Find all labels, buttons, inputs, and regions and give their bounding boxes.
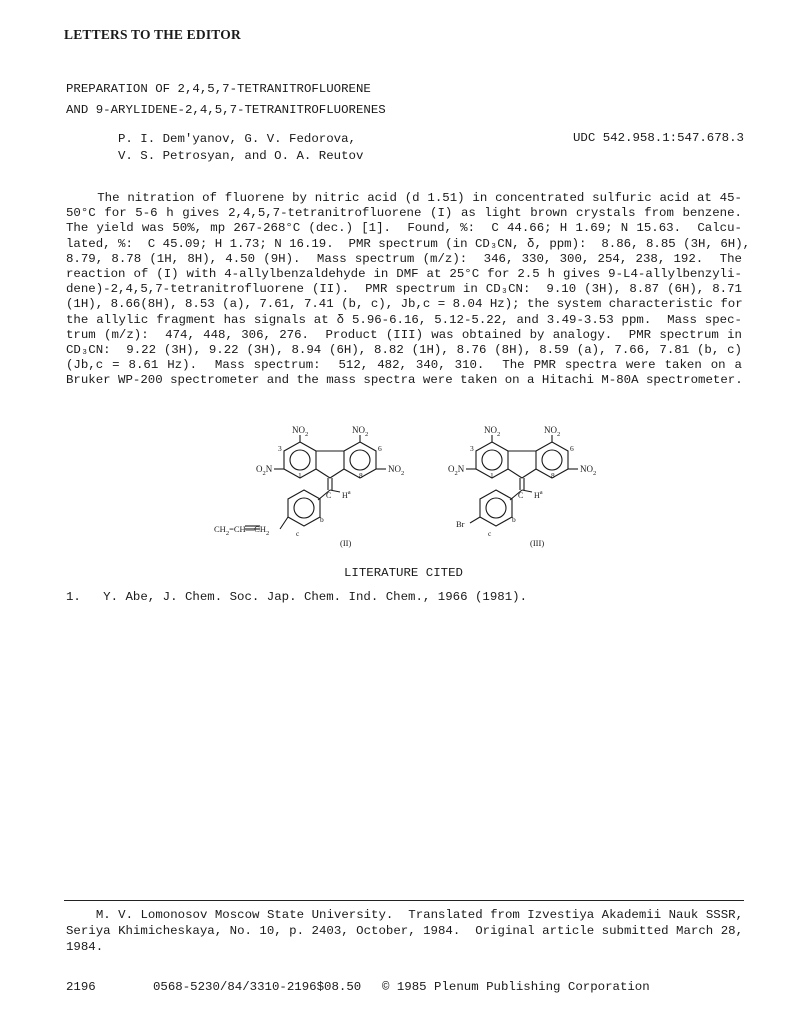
hydrogen-label: $H^a$ [342, 489, 351, 500]
footnote-line: Seriya Khimicheskaya, No. 10, p. 2403, October, 1984. Original article submitted March 28, [66, 924, 743, 938]
position-label: b [512, 515, 516, 524]
section-header: LETTERS TO THE EDITOR [64, 27, 241, 42]
nitro-label: $O_2N$ [256, 464, 273, 477]
carbon-label: C [326, 491, 332, 500]
nitro-label: $NO_2$ [580, 464, 597, 477]
body-line: 50°C for 5-6 h gives 2,4,5,7-tetranitrofluorene (I) as light brown crystals from benzene. [66, 206, 742, 221]
body-line: (Jb,c = 8.61 Hz). Mass spectrum: 512, 482, 340, 310. The PMR spectra were taken on a [66, 358, 742, 373]
article-title [66, 79, 386, 121]
footnote-line: 1984. [66, 940, 104, 954]
position-label: 6 [570, 444, 574, 453]
body-line: (1H), 8.66(8H), 8.53 (a), 7.61, 7.41 (b, c), Jb,c = 8.04 Hz); the system characteristic for [66, 297, 743, 312]
udc-code: UDC 542.958.1:547.678.3 [572, 131, 744, 145]
title-line: PREPARATION OF 2,4,5,7-TETRANITROFLUORENE [66, 82, 371, 96]
footnote-divider [64, 900, 744, 901]
position-label: 3 [278, 444, 282, 453]
footnote-line: M. V. Lomonosov Moscow State University. Translated from Izvestiya Akademii Nauk SSSR, [66, 908, 743, 922]
position-label: 3 [470, 444, 474, 453]
body-line: reaction of (I) with 4-allylbenzaldehyde in DMF at 25°C for 2.5 h gives 9-L4-allylbenzyli- [66, 267, 742, 282]
nitro-label: $NO_2$ [544, 426, 561, 438]
allyl-label: $CH_2=CH—CH_2$ [214, 524, 270, 537]
body-line: trum (m/z): 474, 448, 306, 276. Product (III) was obtained by analogy. PMR spectrum in [66, 327, 742, 342]
body-line: Bruker WP-200 spectrometer and the mass spectra were taken on a Hitachi M-80A spectrometer. [66, 373, 743, 388]
copyright-notice: © 1985 Plenum Publishing Corporation [382, 980, 650, 994]
nitro-label: $NO_2$ [484, 426, 501, 438]
page-number: 2196 [66, 980, 96, 994]
literature-heading: LITERATURE CITED [344, 566, 463, 580]
author-line: V. S. Petrosyan, and O. A. Reutov [118, 149, 364, 163]
journal-code: 0568-5230/84/3310-2196$08.50 [153, 980, 362, 994]
nitro-label: $NO_2$ [352, 426, 369, 438]
body-line: The yield was 50%, mp 267-268°C (dec.) [1]. Found, %: C 44.66; H 1.69; N 15.63. Calcu- [66, 221, 742, 236]
body-text [66, 191, 751, 389]
nitro-label: $NO_2$ [388, 464, 405, 477]
compound-label-III: (III) [530, 538, 545, 548]
nitro-label: $NO_2$ [292, 426, 309, 438]
position-label: 8 [551, 471, 555, 480]
position-label: b [320, 515, 324, 524]
position-label: 1 [490, 471, 494, 480]
author-line: P. I. Dem'yanov, G. V. Fedorova, [118, 132, 356, 146]
position-label: 1 [298, 471, 302, 480]
position-label: c [488, 529, 492, 538]
nitro-label: $O_2N$ [448, 464, 465, 477]
body-line: CD₃CN: 9.22 (3H), 9.22 (3H), 8.94 (6H), 8.82 (1H), 8.76 (8H), 8.59 (a), 7.66, 7.81 (b, c) [66, 343, 742, 358]
body-line: dene)-2,4,5,7-tetranitrofluorene (II). PMR spectrum in CD₃CN: 9.10 (3H), 8.87 (6H), 8.71 [66, 282, 742, 297]
reference-item: 1. Y. Abe, J. Chem. Soc. Jap. Chem. Ind. Chem., 1966 (1981). [66, 590, 528, 604]
body-line: lated, %: C 45.09; H 1.73; N 16.19. PMR spectrum (in CD₃CN, δ, ppm): 8.86, 8.85 (3H, 6H), [66, 236, 751, 251]
bromo-label: Br [456, 519, 465, 529]
position-label: 8 [359, 471, 363, 480]
body-line: The nitration of fluorene by nitric acid (d 1.51) in concentrated sulfuric acid at 45- [66, 191, 742, 205]
footnote [66, 907, 743, 955]
position-label: c [296, 529, 300, 538]
body-line: the allylic fragment has signals at δ 5.96-6.16, 5.12-5.22, and 3.49-3.53 ppm. Mass spec- [66, 312, 742, 327]
body-line: 8.79, 8.78 (1H, 8H), 4.50 (9H). Mass spectrum (m/z): 346, 330, 300, 254, 238, 192. The [66, 251, 742, 266]
chemical-structures [200, 426, 600, 551]
position-label: 6 [378, 444, 382, 453]
carbon-label: C [518, 491, 524, 500]
hydrogen-label: $H^a$ [534, 489, 543, 500]
compound-label-II: (II) [340, 538, 352, 548]
author-list [118, 131, 363, 165]
title-line: AND 9-ARYLIDENE-2,4,5,7-TETRANITROFLUORENES [66, 103, 386, 117]
